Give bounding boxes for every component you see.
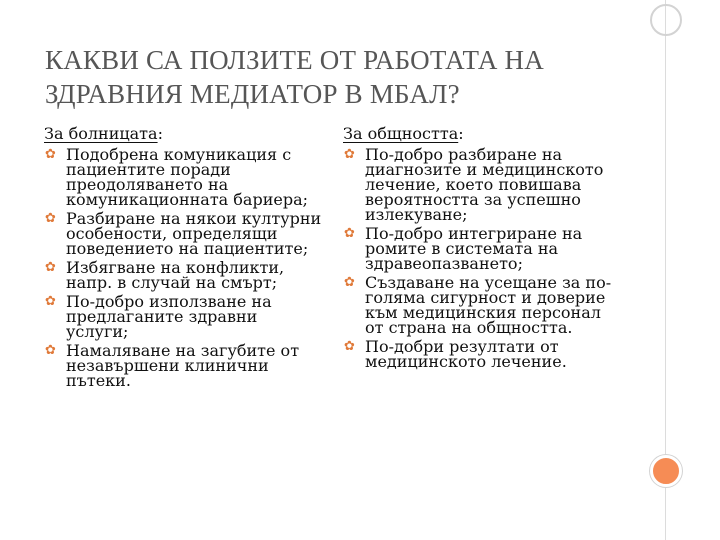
list-item-text: По-добро разбиране на диагнозите и медицинското лечение, което повишава вероятността за успешно излекуване; xyxy=(365,145,604,224)
decorative-vertical-line-bottom xyxy=(665,486,666,540)
list-item-text: По-добро интегриране на ромите в системата на здравеопазването; xyxy=(365,224,583,273)
flower-bullet-icon: ✿ xyxy=(45,294,56,309)
list-item xyxy=(44,147,324,207)
list-item-text: Намаляване на загубите от незавършени клинични пътеки. xyxy=(66,341,300,390)
decorative-ring-outline xyxy=(650,4,682,36)
list-item xyxy=(44,211,324,256)
flower-bullet-icon: ✿ xyxy=(45,260,56,275)
list-item-text: Избягване на конфликти, напр. в случай на смърт; xyxy=(66,258,285,292)
hospital-heading xyxy=(44,124,324,144)
community-heading-colon: : xyxy=(458,124,464,143)
flower-bullet-icon: ✿ xyxy=(344,147,355,162)
slide-title xyxy=(45,43,635,111)
flower-bullet-icon: ✿ xyxy=(45,211,56,226)
hospital-benefits-column xyxy=(44,124,324,392)
list-item xyxy=(44,343,324,388)
list-item-text: Подобрена комуникация с пациентите поради преодоляването на комуникационната бариера; xyxy=(66,145,309,209)
flower-bullet-icon: ✿ xyxy=(344,226,355,241)
list-item xyxy=(343,147,623,222)
flower-bullet-icon: ✿ xyxy=(344,275,355,290)
hospital-benefits-list xyxy=(44,147,324,388)
decorative-vertical-line-top xyxy=(665,0,666,455)
flower-bullet-icon: ✿ xyxy=(344,339,355,354)
list-item-text: Създаване на усещане за по-голяма сигурност и доверие към медицинския персонал от страна на общността. xyxy=(365,273,612,337)
hospital-heading-text: За болницата xyxy=(44,124,158,143)
community-benefits-list xyxy=(343,147,623,369)
decorative-ring-orange xyxy=(650,455,682,487)
slide-title-line-2: ЗДРАВНИЯ МЕДИАТОР В МБАЛ? xyxy=(45,79,460,109)
list-item xyxy=(44,294,324,339)
list-item xyxy=(343,339,623,369)
community-benefits-column xyxy=(343,124,623,373)
hospital-heading-colon: : xyxy=(157,124,163,143)
list-item xyxy=(343,226,623,271)
flower-bullet-icon: ✿ xyxy=(45,147,56,162)
slide-title-line-1: КАКВИ СА ПОЛЗИТЕ ОТ РАБОТАТА НА xyxy=(45,45,544,75)
list-item xyxy=(44,260,324,290)
community-heading xyxy=(343,124,623,144)
list-item-text: По-добри резултати от медицинското лечение. xyxy=(365,337,567,371)
flower-bullet-icon: ✿ xyxy=(45,343,56,358)
list-item xyxy=(343,275,623,335)
list-item-text: По-добро използване на предлаганите здравни услуги; xyxy=(66,292,272,341)
list-item-text: Разбиране на някои културни особености, определящи поведението на пациентите; xyxy=(66,209,322,258)
community-heading-text: За общността xyxy=(343,124,459,143)
